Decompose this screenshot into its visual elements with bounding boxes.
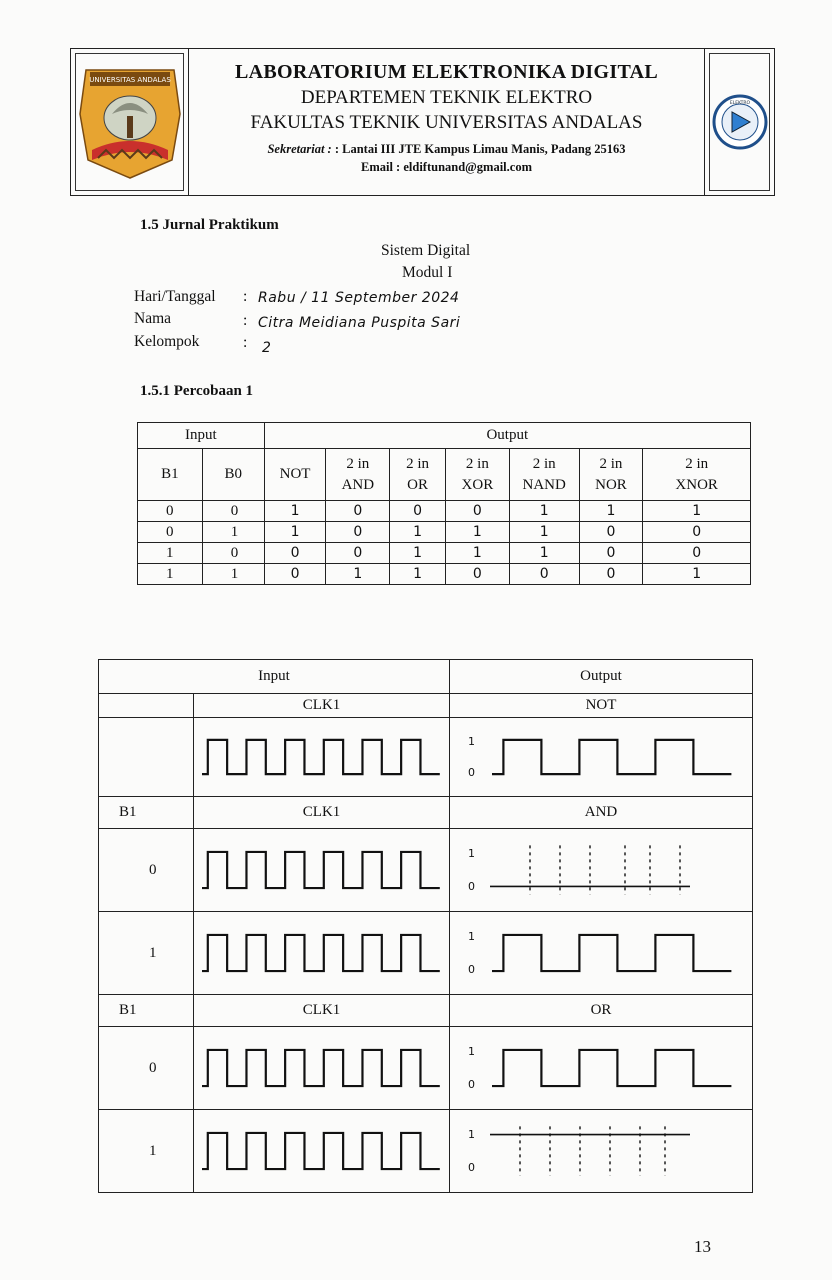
truth-cell: 0 bbox=[264, 564, 326, 585]
truth-input-header: Input bbox=[138, 423, 265, 449]
truth-cell: 0 bbox=[579, 522, 643, 543]
truth-cell: 0 bbox=[202, 501, 264, 522]
truth-col-header-bottom: XNOR bbox=[675, 476, 718, 493]
truth-cell: 1 bbox=[390, 564, 446, 585]
module-name: Modul I bbox=[402, 264, 453, 281]
truth-col-header-top: 2 in bbox=[465, 455, 489, 472]
secretariat-label: Sekretariat : bbox=[267, 142, 332, 156]
truth-cell: 0 bbox=[202, 543, 264, 564]
truth-row bbox=[138, 564, 751, 585]
subsection-title: 1.5.1 Percobaan 1 bbox=[140, 383, 254, 399]
truth-col-header bbox=[326, 449, 390, 501]
truth-cell: 0 bbox=[326, 543, 390, 564]
timing-input-header: Input bbox=[99, 660, 450, 694]
truth-table bbox=[137, 422, 751, 585]
field-value-name: Citra Meidiana Puspita Sari bbox=[258, 315, 461, 331]
field-label-group: Kelompok bbox=[134, 333, 200, 350]
truth-col-header-top: 2 in bbox=[406, 455, 430, 472]
truth-cell: 0 bbox=[509, 564, 579, 585]
truth-cell: 0 bbox=[579, 564, 643, 585]
truth-cell: 0 bbox=[326, 522, 390, 543]
truth-col-header-top: 2 in bbox=[532, 455, 556, 472]
clk-waveform bbox=[194, 829, 450, 912]
field-value-group: 2 bbox=[262, 340, 272, 356]
output-waveform bbox=[450, 912, 753, 995]
truth-row bbox=[138, 522, 751, 543]
timing-gate-header: OR bbox=[450, 995, 753, 1027]
truth-cell: 0 bbox=[390, 501, 446, 522]
level-low-label: 0 bbox=[468, 1077, 476, 1091]
truth-cell: 1 bbox=[390, 522, 446, 543]
university-logo bbox=[76, 54, 184, 192]
timing-b1-value: 1 bbox=[99, 912, 194, 995]
truth-cell: 1 bbox=[445, 543, 509, 564]
truth-cell: 0 bbox=[326, 501, 390, 522]
lab-logo bbox=[710, 54, 770, 192]
clk-waveform bbox=[194, 1110, 450, 1193]
truth-col-header-label: B1 bbox=[161, 466, 179, 482]
section-title: 1.5 Jurnal Praktikum bbox=[140, 217, 279, 233]
clk-waveform bbox=[194, 912, 450, 995]
truth-col-header bbox=[390, 449, 446, 501]
timing-gate-header: NOT bbox=[450, 694, 753, 718]
level-low-label: 0 bbox=[468, 962, 476, 976]
truth-cell: 1 bbox=[264, 501, 326, 522]
truth-col-header-bottom: OR bbox=[407, 476, 429, 493]
level-low-label: 0 bbox=[468, 879, 476, 893]
timing-gate-header: AND bbox=[450, 797, 753, 829]
level-low-label: 0 bbox=[468, 1160, 476, 1174]
truth-col-header bbox=[138, 449, 203, 501]
truth-cell: 1 bbox=[509, 501, 579, 522]
truth-cell: 1 bbox=[326, 564, 390, 585]
output-waveform bbox=[450, 1110, 753, 1193]
waveform-trace bbox=[202, 935, 440, 971]
waveform-trace bbox=[202, 1133, 440, 1169]
truth-cell: 0 bbox=[138, 522, 203, 543]
truth-cell: 0 bbox=[579, 543, 643, 564]
truth-cell: 1 bbox=[264, 522, 326, 543]
field-label-date: Hari/Tanggal bbox=[134, 288, 216, 305]
waveform-trace bbox=[202, 852, 440, 888]
truth-col-header bbox=[509, 449, 579, 501]
timing-row bbox=[99, 912, 753, 995]
level-high-label: 1 bbox=[468, 847, 476, 861]
clk-waveform bbox=[194, 718, 450, 797]
truth-cell: 1 bbox=[138, 543, 203, 564]
truth-cell: 1 bbox=[643, 564, 751, 585]
level-high-label: 1 bbox=[468, 735, 476, 749]
truth-cell: 1 bbox=[445, 522, 509, 543]
svg-text:UNIVERSITAS ANDALAS: UNIVERSITAS ANDALAS bbox=[89, 76, 171, 84]
timing-row bbox=[99, 1110, 753, 1193]
truth-cell: 0 bbox=[138, 501, 203, 522]
page-number: 13 bbox=[694, 1237, 711, 1256]
letterhead bbox=[70, 48, 775, 196]
truth-cell: 1 bbox=[509, 543, 579, 564]
truth-col-header-bottom: NAND bbox=[522, 476, 566, 493]
timing-table bbox=[98, 659, 753, 1193]
timing-row bbox=[99, 1027, 753, 1110]
truth-cell: 0 bbox=[643, 543, 751, 564]
truth-row bbox=[138, 501, 751, 522]
truth-cell: 0 bbox=[445, 564, 509, 585]
truth-col-header bbox=[643, 449, 751, 501]
timing-b1-value: 0 bbox=[99, 1027, 194, 1110]
timing-b1-value: 0 bbox=[99, 829, 194, 912]
clk-waveform bbox=[194, 1027, 450, 1110]
truth-cell: 1 bbox=[138, 564, 203, 585]
output-waveform bbox=[450, 829, 753, 912]
truth-col-header-label: NOT bbox=[279, 466, 311, 482]
truth-cell: 0 bbox=[445, 501, 509, 522]
level-high-label: 1 bbox=[468, 1045, 476, 1059]
university-logo-box bbox=[71, 49, 189, 195]
truth-col-header bbox=[445, 449, 509, 501]
truth-col-header-bottom: XOR bbox=[461, 476, 494, 493]
truth-cell: 1 bbox=[202, 522, 264, 543]
timing-b1-header: B1 bbox=[99, 797, 194, 829]
department-name: DEPARTEMEN TEKNIK ELEKTRO bbox=[300, 87, 593, 108]
timing-output-header: Output bbox=[450, 660, 753, 694]
timing-b1-value bbox=[99, 718, 194, 797]
truth-col-header bbox=[202, 449, 264, 501]
truth-col-header bbox=[579, 449, 643, 501]
truth-output-header: Output bbox=[264, 423, 750, 449]
timing-row bbox=[99, 829, 753, 912]
truth-cell: 1 bbox=[390, 543, 446, 564]
waveform-trace bbox=[202, 1050, 440, 1086]
waveform-trace bbox=[202, 740, 440, 774]
timing-clk-header: CLK1 bbox=[194, 694, 450, 718]
timing-clk-header: CLK1 bbox=[194, 797, 450, 829]
truth-col-header-top: 2 in bbox=[346, 455, 370, 472]
faculty-name: FAKULTAS TEKNIK UNIVERSITAS ANDALAS bbox=[250, 112, 643, 133]
field-label-name: Nama bbox=[134, 310, 172, 327]
secretariat-address: : Lantai III JTE Kampus Limau Manis, Padang 25163 bbox=[334, 142, 626, 156]
timing-b1-header bbox=[99, 694, 194, 718]
truth-cell: 0 bbox=[643, 522, 751, 543]
truth-cell: 1 bbox=[643, 501, 751, 522]
truth-cell: 0 bbox=[264, 543, 326, 564]
lab-name: LABORATORIUM ELEKTRONIKA DIGITAL bbox=[234, 61, 658, 83]
output-waveform bbox=[450, 1027, 753, 1110]
truth-cell: 1 bbox=[579, 501, 643, 522]
svg-text:ELEKTRO: ELEKTRO bbox=[729, 101, 751, 106]
truth-row bbox=[138, 543, 751, 564]
truth-col-header-top: 2 in bbox=[599, 455, 623, 472]
timing-row bbox=[99, 718, 753, 797]
level-high-label: 1 bbox=[468, 930, 476, 944]
truth-col-header bbox=[264, 449, 326, 501]
course-name: Sistem Digital bbox=[381, 242, 471, 259]
truth-col-header-label: B0 bbox=[224, 466, 242, 482]
waveform-trace bbox=[492, 935, 731, 971]
lab-logo-box bbox=[704, 49, 774, 195]
truth-col-header-top: 2 in bbox=[685, 455, 709, 472]
timing-clk-header: CLK1 bbox=[194, 995, 450, 1027]
field-value-date: Rabu / 11 September 2024 bbox=[258, 290, 460, 306]
waveform-trace bbox=[492, 1050, 731, 1086]
timing-b1-header: B1 bbox=[99, 995, 194, 1027]
truth-cell: 1 bbox=[202, 564, 264, 585]
truth-col-header-bottom: NOR bbox=[595, 476, 627, 493]
truth-col-header-bottom: AND bbox=[341, 476, 375, 493]
level-low-label: 0 bbox=[468, 766, 476, 780]
truth-cell: 1 bbox=[509, 522, 579, 543]
timing-b1-value: 1 bbox=[99, 1110, 194, 1193]
output-waveform bbox=[450, 718, 753, 797]
level-high-label: 1 bbox=[468, 1128, 476, 1142]
waveform-trace bbox=[492, 740, 731, 774]
email-line: Email : eldiftunand@gmail.com bbox=[360, 160, 532, 174]
